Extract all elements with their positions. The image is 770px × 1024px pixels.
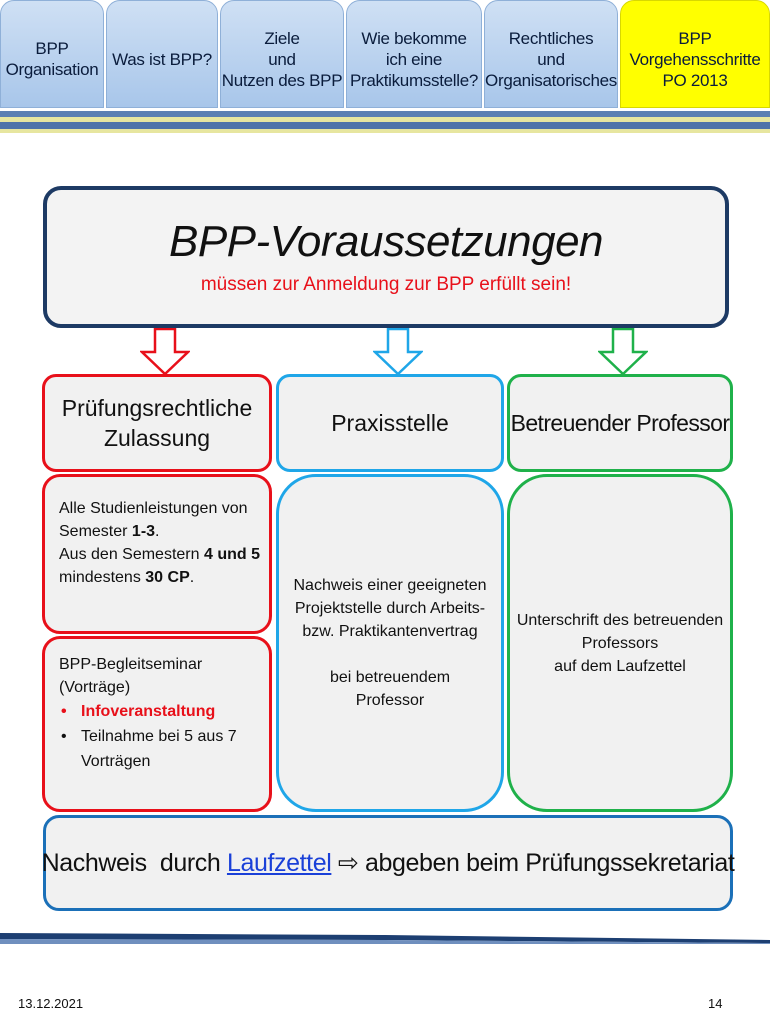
requirements-subtitle: müssen zur Anmeldung zur BPP erfüllt sein! <box>200 274 572 295</box>
slide-date: 13.12.2021 <box>18 996 84 1011</box>
nav-tab-was-ist-bpp[interactable] <box>106 0 218 108</box>
nav-tab-rechtliches[interactable] <box>484 0 618 108</box>
nav-tab-praktikumsstelle[interactable] <box>346 0 482 108</box>
nav-tab-vorgehensschritte[interactable] <box>620 0 770 108</box>
column-header-professor <box>507 374 733 472</box>
list-item: • Infoveranstaltung <box>81 699 269 724</box>
nav-tab-ziele[interactable] <box>220 0 344 108</box>
requirements-title: BPP-Voraussetzungen <box>168 217 604 266</box>
professor-body: Unterschrift des betreuenden Professors auf dem Laufzettel <box>516 611 724 675</box>
nav-tab-label: BPP Organisation <box>5 39 99 79</box>
column-title: Prüfungsrechtliche Zulassung <box>61 395 253 451</box>
zulassung-requirements-box <box>42 474 272 634</box>
seminar-list <box>59 699 269 774</box>
column-header-praxisstelle <box>276 374 504 472</box>
laufzettel-link[interactable]: Laufzettel <box>226 849 332 877</box>
column-header-zulassung <box>42 374 272 472</box>
praxisstelle-body-2: bei betreuendem Professor <box>329 669 451 709</box>
footer-divider <box>0 930 770 944</box>
praxisstelle-requirements-box <box>276 474 504 812</box>
praxisstelle-body-1: Nachweis einer geeigneten Projektstelle durch Arbeits- bzw. Praktikantenvertrag <box>293 577 487 640</box>
nav-tab-organisation[interactable] <box>0 0 104 108</box>
nav-tab-label: Rechtliches und Organisatorisches <box>485 28 617 90</box>
nav-tab-label: Was ist BPP? <box>112 49 212 69</box>
seminar-title: BPP-Begleitseminar (Vorträge) <box>59 656 203 696</box>
list-item: • Teilnahme bei 5 aus 7 Vorträgen <box>81 724 269 774</box>
arrow-down-green-icon <box>598 328 648 376</box>
nachweis-text: Nachweis durch Laufzettel ⇨ abgeben beim Prüfungssekretariat <box>41 849 735 877</box>
arrow-down-blue-icon <box>373 328 423 376</box>
professor-requirements-box <box>507 474 733 812</box>
zulassung-line-2: Semester 1-3. <box>59 523 160 540</box>
zulassung-line-4: mindestens 30 CP. <box>59 569 195 586</box>
zulassung-line-1: Alle Studienleistungen von <box>59 500 248 517</box>
zulassung-line-3: Aus den Semestern 4 und 5 <box>59 546 260 563</box>
arrow-down-red-icon <box>140 328 190 376</box>
nav-tab-label: BPP Vorgehensschritte PO 2013 <box>629 28 761 90</box>
seminar-box <box>42 636 272 812</box>
nachweis-box <box>43 815 733 911</box>
requirements-title-box <box>43 186 729 328</box>
column-title: Betreuender Professor <box>510 410 730 436</box>
nav-tab-label: Wie bekomme ich eine Praktikumsstelle? <box>349 28 479 90</box>
column-title: Praxisstelle <box>331 410 449 436</box>
nav-tab-label: Ziele und Nutzen des BPP <box>221 28 343 90</box>
slide-page-number: 14 <box>708 996 723 1011</box>
